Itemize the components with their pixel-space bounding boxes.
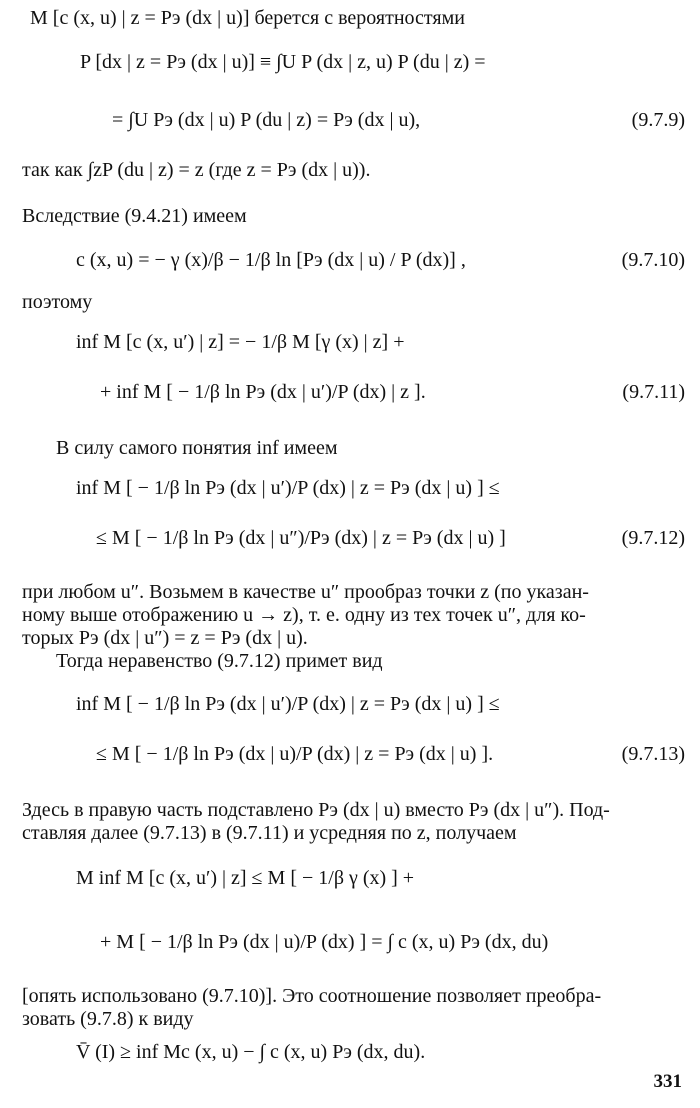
- text-line-7: Вследствие (9.4.21) имеем: [22, 205, 247, 227]
- equation-number-9-7-11: (9.7.11): [622, 381, 685, 403]
- formula-9-7-11-line-b: + inf M [ − 1/β ln Pэ (dx | u′)/P (dx) | z ].: [100, 381, 426, 403]
- formula-9-7-10: c (x, u) = − γ (x)/β − 1/β ln [Pэ (dx | u) / P (dx)] ,: [76, 249, 466, 271]
- formula-9-7-13-line-b: ≤ M [ − 1/β ln Pэ (dx | u)/P (dx) | z = Pэ (dx | u) ].: [96, 743, 494, 765]
- formula-final: V̄ (I) ≥ inf Mc (x, u) − ∫ c (x, u) Pэ (dx, du).: [76, 1041, 426, 1063]
- text-line-12: В силу самого понятия inf имеем: [56, 437, 338, 459]
- formula-9-7-11-line-a: inf M [c (x, u′) | z] = − 1/β M [γ (x) | z] +: [76, 331, 405, 353]
- formula-9-7-9-line-a: P [dx | z = Pэ (dx | u)] ≡ ∫U P (dx | z, u) P (du | z) =: [80, 51, 486, 73]
- text-line-1: M [c (x, u) | z = Pэ (dx | u)] берется с вероятностями: [30, 7, 465, 29]
- formula-9-7-13-line-a: inf M [ − 1/β ln Pэ (dx | u′)/P (dx) | z = Pэ (dx | u) ] ≤: [76, 693, 500, 715]
- text-line-18: Тогда неравенство (9.7.12) примет вид: [56, 650, 383, 672]
- text-line-21: Здесь в правую часть подставлено Pэ (dx | u) вместо Pэ (dx | u″). Под-: [22, 799, 610, 821]
- formula-9-7-9-line-b: = ∫U Pэ (dx | u) P (du | z) = Pэ (dx | u),: [112, 109, 421, 131]
- formula-9-7-12-line-a: inf M [ − 1/β ln Pэ (dx | u′)/P (dx) | z = Pэ (dx | u) ] ≤: [76, 477, 500, 499]
- formula-9-7-12-line-b: ≤ M [ − 1/β ln Pэ (dx | u″)/Pэ (dx) | z = Pэ (dx | u) ]: [96, 527, 506, 549]
- text-line-9: поэтому: [22, 291, 93, 313]
- page-number: 331: [653, 1071, 682, 1093]
- text-line-25: [опять использовано (9.7.10)]. Это соотношение позволяет преобра-: [22, 985, 602, 1007]
- text-line-6: так как ∫zP (du | z) = z (где z = Pэ (dx | u)).: [22, 159, 371, 181]
- text-line-26: зовать (9.7.8) к виду: [22, 1008, 194, 1030]
- text-line-16: ному выше отображению u → z), т. е. одну из тех точек u″, для ко-: [22, 604, 586, 626]
- equation-number-9-7-10: (9.7.10): [621, 249, 685, 271]
- text-line-17: торых Pэ (dx | u″) = z = Pэ (dx | u).: [22, 627, 308, 649]
- formula-inequality-line-a: M inf M [c (x, u′) | z] ≤ M [ − 1/β γ (x) ] +: [76, 867, 415, 889]
- equation-number-9-7-13: (9.7.13): [621, 743, 685, 765]
- formula-inequality-line-b: + M [ − 1/β ln Pэ (dx | u)/P (dx) ] = ∫ c (x, u) Pэ (dx, du): [100, 931, 549, 953]
- equation-number-9-7-12: (9.7.12): [621, 527, 685, 549]
- text-line-22: ставляя далее (9.7.13) в (9.7.11) и усредняя по z, получаем: [22, 822, 517, 844]
- text-line-15: при любом u″. Возьмем в качестве u″ прообраз точки z (по указан-: [22, 581, 589, 603]
- equation-number-9-7-9: (9.7.9): [631, 109, 685, 131]
